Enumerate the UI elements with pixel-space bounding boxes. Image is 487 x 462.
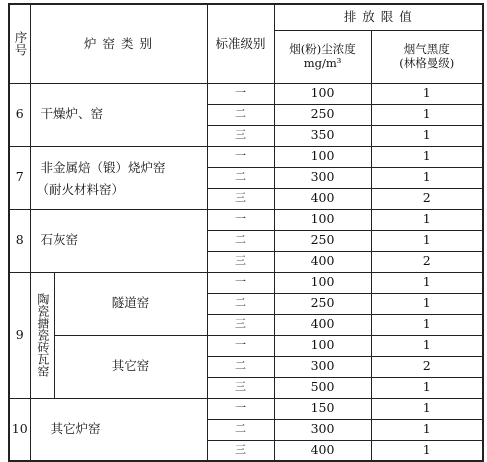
furnace-subname: 隧道窑	[54, 272, 207, 335]
header-seq: 序号	[9, 4, 30, 83]
level-cell: 一	[207, 398, 274, 419]
header-smoke-blackness: 烟气黑度 (林格曼级)	[371, 30, 483, 83]
smoke-value: 1	[371, 146, 483, 167]
smoke-value: 1	[371, 104, 483, 125]
dust-value: 250	[274, 104, 371, 125]
seq-cell: 9	[9, 272, 30, 398]
level-cell: 二	[207, 356, 274, 377]
smoke-value: 2	[371, 356, 483, 377]
header-emission-limits: 排 放 限 值	[274, 4, 483, 30]
smoke-value: 1	[371, 230, 483, 251]
emission-standard-table	[8, 3, 484, 462]
furnace-name: 非金属焙（锻）烧炉窑 （耐火材料窑）	[30, 146, 207, 209]
dust-value: 400	[274, 314, 371, 335]
level-cell: 一	[207, 335, 274, 356]
smoke-value: 1	[371, 419, 483, 440]
seq-cell: 10	[9, 398, 30, 461]
level-cell: 三	[207, 251, 274, 272]
dust-value: 400	[274, 440, 371, 461]
smoke-value: 1	[371, 335, 483, 356]
dust-value: 400	[274, 188, 371, 209]
level-cell: 一	[207, 83, 274, 104]
level-cell: 一	[207, 272, 274, 293]
dust-value: 250	[274, 230, 371, 251]
smoke-value: 1	[371, 125, 483, 146]
seq-cell: 7	[9, 146, 30, 209]
header-furnace-category: 炉 窑 类 别	[30, 4, 207, 83]
furnace-name: 其它炉窑	[30, 398, 207, 461]
dust-value: 300	[274, 356, 371, 377]
smoke-value: 1	[371, 314, 483, 335]
dust-value: 150	[274, 398, 371, 419]
level-cell: 三	[207, 440, 274, 461]
seq-cell: 8	[9, 209, 30, 272]
level-cell: 三	[207, 125, 274, 146]
level-cell: 二	[207, 419, 274, 440]
smoke-value: 1	[371, 83, 483, 104]
smoke-value: 1	[371, 167, 483, 188]
level-cell: 二	[207, 104, 274, 125]
smoke-value: 1	[371, 398, 483, 419]
dust-value: 100	[274, 209, 371, 230]
level-cell: 一	[207, 146, 274, 167]
dust-value: 500	[274, 377, 371, 398]
level-cell: 二	[207, 230, 274, 251]
dust-value: 100	[274, 272, 371, 293]
dust-value: 100	[274, 335, 371, 356]
header-standard-level: 标准级别	[207, 4, 274, 83]
level-cell: 一	[207, 209, 274, 230]
dust-value: 300	[274, 167, 371, 188]
smoke-value: 1	[371, 377, 483, 398]
smoke-value: 1	[371, 293, 483, 314]
level-cell: 三	[207, 188, 274, 209]
header-dust-concentration: 烟(粉)尘浓度 mg/m³	[274, 30, 371, 83]
smoke-value: 1	[371, 272, 483, 293]
dust-value: 100	[274, 146, 371, 167]
ceramic-kiln-category: 陶瓷搪瓷砖瓦窑	[30, 272, 54, 398]
level-cell: 二	[207, 167, 274, 188]
smoke-value: 1	[371, 209, 483, 230]
dust-value: 250	[274, 293, 371, 314]
level-cell: 三	[207, 314, 274, 335]
smoke-value: 1	[371, 440, 483, 461]
furnace-name: 干燥炉、窑	[30, 83, 207, 146]
seq-cell: 6	[9, 83, 30, 146]
level-cell: 三	[207, 377, 274, 398]
dust-value: 350	[274, 125, 371, 146]
dust-value: 300	[274, 419, 371, 440]
smoke-value: 2	[371, 251, 483, 272]
smoke-value: 2	[371, 188, 483, 209]
dust-value: 100	[274, 83, 371, 104]
level-cell: 二	[207, 293, 274, 314]
furnace-subname: 其它窑	[54, 335, 207, 398]
furnace-name: 石灰窑	[30, 209, 207, 272]
dust-value: 400	[274, 251, 371, 272]
